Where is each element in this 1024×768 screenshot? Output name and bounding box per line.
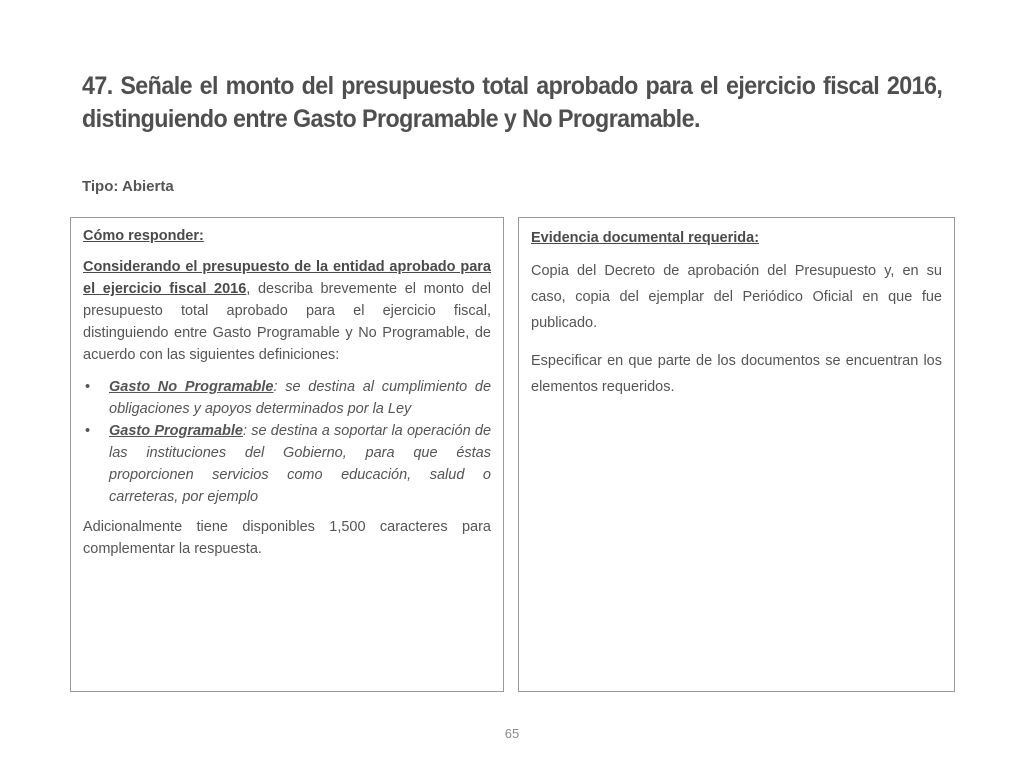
evidence-paragraph-decree: Copia del Decreto de aprobación del Presupuesto y, en su caso, copia del ejemplar del Periódico Oficial en que fue publicado.	[531, 263, 942, 331]
definition-item-programable	[83, 420, 491, 508]
definition-term: Gasto No Programable	[109, 379, 274, 395]
bullet-icon: •	[85, 379, 91, 395]
question-title: 47. Señale el monto del presupuesto total aprobado para el ejercicio fiscal 2016, distinguiendo entre Gasto Programable y No Programable.	[82, 72, 943, 133]
definition-text: : se destina al cumplimiento de obligaciones y apoyos determinados por la Ley	[109, 379, 492, 417]
evidence-paragraph-location: Especificar en que parte de los documentos se encuentran los elementos requeridos.	[531, 353, 942, 395]
definition-item-no-programable	[83, 376, 491, 420]
how-to-answer-heading: Cómo responder:	[83, 228, 204, 244]
how-to-answer-box	[70, 217, 504, 692]
definition-text: : se destina a soportar la operación de las instituciones del Gobierno, para que éstas proporcionen servicios como educación, salud o carreteras, por ejemplo	[109, 423, 492, 505]
required-evidence-heading: Evidencia documental requerida:	[531, 230, 760, 246]
question-type: Tipo: Abierta	[82, 178, 174, 195]
definition-term: Gasto Programable	[109, 423, 243, 439]
required-evidence-box	[518, 217, 955, 692]
intro-text: , describa brevemente el monto del presupuesto total aprobado para el ejercicio fiscal, distinguiendo entre Gasto Programable y No Programable, de acuerdo con las siguientes definiciones:	[83, 281, 491, 363]
bullet-icon: •	[85, 423, 91, 439]
page-number: 65	[504, 726, 520, 741]
how-to-answer-intro	[83, 256, 491, 366]
intro-emphasis: Considerando el presupuesto de la entidad aprobado para el ejercicio fiscal 2016	[83, 259, 491, 297]
definitions-list	[83, 376, 491, 508]
character-limit-note: Adicionalmente tiene disponibles 1,500 caracteres para complementar la respuesta.	[83, 519, 491, 557]
